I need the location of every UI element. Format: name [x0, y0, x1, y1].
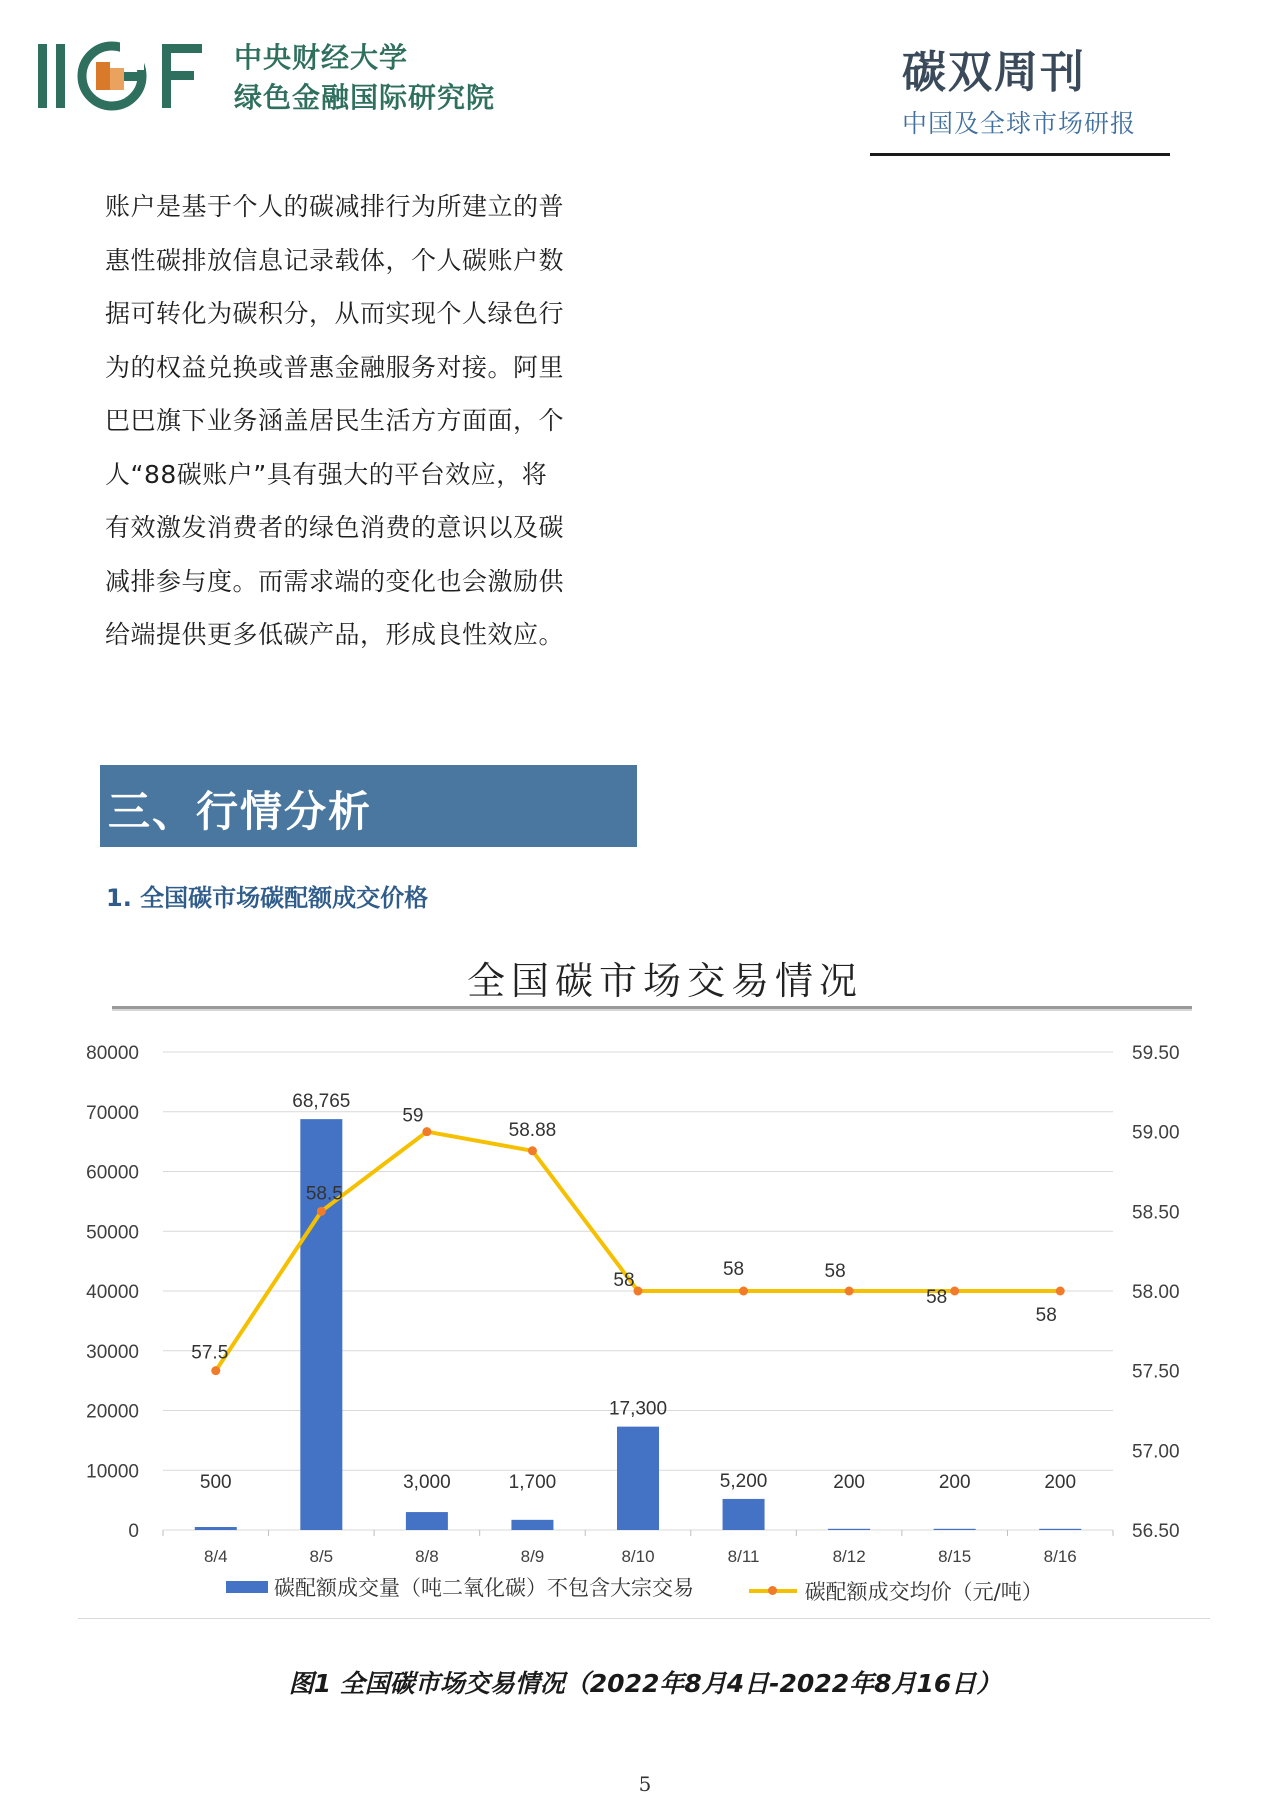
price-line [216, 1132, 1060, 1371]
bar [195, 1527, 237, 1530]
page-number: 5 [638, 1772, 652, 1796]
y-left-tick-label: 70000 [86, 1102, 139, 1124]
x-tick-label: 8/5 [309, 1547, 334, 1566]
chart-title-rule [112, 1006, 1192, 1009]
price-data-label: 58 [613, 1270, 635, 1291]
y-right-tick-label: 58.00 [1132, 1282, 1180, 1303]
price-data-label: 59 [402, 1105, 424, 1127]
org-name-line2: 绿色金融国际研究院 [234, 81, 496, 114]
bar-data-label: 68,765 [292, 1091, 351, 1113]
y-left-tick-label: 40000 [86, 1282, 139, 1303]
bar-data-label: 5,200 [719, 1470, 768, 1492]
chart-title: 全国碳市场交易情况 [466, 959, 863, 1003]
price-data-label: 58.5 [305, 1183, 343, 1205]
price-marker [1056, 1287, 1065, 1296]
bar-data-label: 500 [199, 1472, 232, 1493]
x-tick-label: 8/15 [938, 1547, 972, 1566]
paragraph-line: 巴巴旗下业务涵盖居民生活方方面面，个 [105, 406, 565, 435]
paragraph-line: 账户是基于个人的碳减排行为所建立的普 [105, 192, 565, 221]
bar [617, 1427, 659, 1530]
x-tick-label: 8/11 [727, 1547, 760, 1566]
price-data-label: 58 [926, 1287, 948, 1308]
y-left-tick-label: 50000 [86, 1222, 139, 1244]
x-tick-label: 8/4 [203, 1547, 228, 1566]
price-marker [317, 1207, 326, 1216]
price-marker [422, 1127, 431, 1136]
section-title: 三、行情分析 [108, 787, 373, 836]
price-marker [950, 1287, 959, 1296]
legend-swatch-line [749, 1589, 797, 1593]
legend-item-price [749, 1576, 1043, 1606]
x-tick-label: 8/10 [621, 1547, 655, 1566]
y-right-tick-label: 58.50 [1132, 1202, 1180, 1224]
price-data-label: 58.88 [508, 1119, 557, 1141]
y-right-tick-label: 59.00 [1132, 1122, 1180, 1144]
publication-subtitle: 中国及全球市场研报 [902, 109, 1137, 138]
y-right-tick-label: 56.50 [1132, 1521, 1180, 1542]
paragraph-line: 惠性碳排放信息记录载体，个人碳账户数 [105, 245, 565, 275]
chart-legend [226, 1572, 1091, 1606]
price-marker [845, 1287, 854, 1296]
paragraph-line: 有效激发消费者的绿色消费的意识以及碳 [105, 513, 565, 542]
paragraph-line: 为的权益兑换或普惠金融服务对接。阿里 [105, 352, 565, 382]
x-tick-label: 8/9 [520, 1547, 545, 1566]
org-name-line1: 中央财经大学 [234, 41, 409, 74]
paragraph-line: 减排参与度。而需求端的变化也会激励供 [105, 566, 565, 596]
y-right-tick-label: 59.50 [1132, 1043, 1180, 1064]
bar [828, 1529, 870, 1530]
y-right-tick-label: 57.50 [1132, 1361, 1180, 1383]
bar-data-label: 1,700 [508, 1472, 557, 1493]
price-data-label: 57.5 [191, 1342, 229, 1364]
chart-subheading: 1. 全国碳市场碳配额成交价格 [106, 884, 429, 912]
paragraph-line: 据可转化为碳积分，从而实现个人绿色行 [105, 299, 565, 328]
x-tick-label: 8/8 [415, 1547, 439, 1566]
price-data-label: 58 [722, 1259, 745, 1280]
legend-label-price: 碳配额成交均价（元/吨） [804, 1580, 1043, 1604]
price-marker [739, 1287, 748, 1296]
chart-title-rule-shadow [112, 1009, 1192, 1011]
y-left-tick-label: 10000 [86, 1461, 139, 1483]
figure-caption: 图1 全国碳市场交易情况（2022年8月4日-2022年8月16日） [288, 1669, 1002, 1698]
price-data-label: 58 [824, 1261, 846, 1282]
bar [934, 1529, 976, 1530]
bar-data-label: 200 [938, 1472, 971, 1493]
x-tick-label: 8/16 [1043, 1547, 1077, 1566]
y-right-tick-label: 57.00 [1132, 1441, 1180, 1463]
paragraph-line: 给端提供更多低碳产品，形成良性效应。 [105, 620, 565, 649]
bar-data-label: 200 [833, 1472, 865, 1493]
y-left-tick-label: 80000 [86, 1043, 139, 1064]
bar-data-label: 3,000 [403, 1472, 451, 1493]
paragraph-line: 人“88碳账户”具有强大的平台效应，将 [105, 459, 548, 489]
bar [511, 1520, 553, 1530]
bar-data-label: 17,300 [608, 1398, 668, 1420]
bar [300, 1119, 342, 1530]
y-left-tick-label: 20000 [86, 1401, 139, 1423]
price-marker [211, 1366, 220, 1375]
price-data-label: 58 [1035, 1305, 1057, 1326]
publication-title: 碳双周刊 [902, 47, 1086, 98]
x-tick-label: 8/12 [832, 1547, 866, 1566]
y-left-tick-label: 0 [128, 1521, 139, 1542]
price-marker [634, 1287, 643, 1296]
chart-bottom-divider [78, 1618, 1210, 1619]
price-marker [528, 1146, 537, 1155]
bar [723, 1499, 765, 1530]
legend-item-volume [226, 1572, 694, 1602]
legend-swatch-bar [226, 1581, 268, 1593]
y-left-tick-label: 30000 [86, 1341, 139, 1363]
bar-data-label: 200 [1044, 1472, 1077, 1493]
bar [1039, 1529, 1081, 1530]
y-left-tick-label: 60000 [86, 1162, 139, 1184]
legend-label-volume: 碳配额成交量（吨二氧化碳）不包含大宗交易 [274, 1576, 694, 1600]
bar [406, 1512, 448, 1530]
